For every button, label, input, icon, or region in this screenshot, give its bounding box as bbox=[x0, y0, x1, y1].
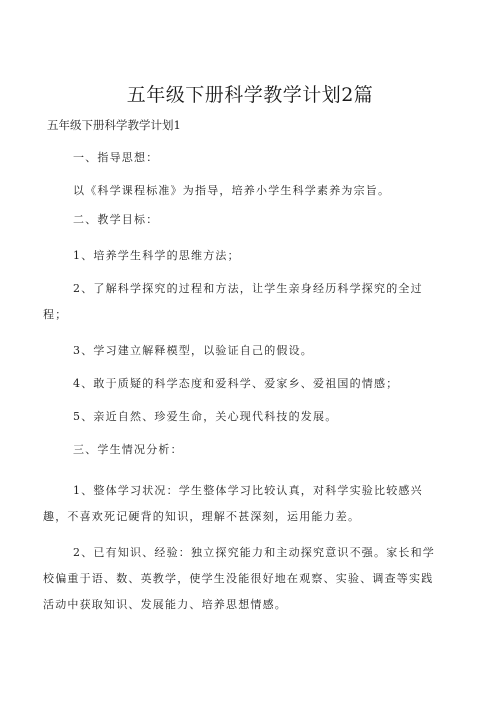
analysis-item-2: 2、已有知识、经验：独立探究能力和主动探究意识不强。家长和学 bbox=[73, 546, 435, 559]
heading-teaching-goals: 二、教学目标： bbox=[73, 213, 159, 226]
goal-item-5: 5、亲近自然、珍爱生命，关心现代科技的发展。 bbox=[73, 410, 338, 423]
heading-student-analysis: 三、学生情况分析： bbox=[73, 443, 183, 456]
analysis-item-1: 1、整体学习状况：学生整体学习比较认真，对科学实验比较感兴 bbox=[73, 484, 423, 497]
heading-guiding-ideology: 一、指导思想： bbox=[73, 151, 159, 164]
goal-item-2: 2、了解科学探究的过程和方法，让学生亲身经历科学探究的全过 bbox=[73, 282, 423, 295]
analysis-item-2-continued: 校偏重于语、数、英教学，使学生没能很好地在观察、实验、调查等实践 bbox=[43, 572, 434, 585]
goal-item-3: 3、学习建立解释模型，以验证自己的假设。 bbox=[73, 344, 313, 357]
goal-item-2-continued: 程； bbox=[43, 308, 68, 321]
paragraph-guiding-ideology: 以《科学课程标准》为指导，培养小学生科学素养为宗旨。 bbox=[73, 184, 391, 197]
document-title: 五年级下册科学教学计划2篇 bbox=[126, 84, 374, 106]
document-subtitle: 五年级下册科学教学计划1 bbox=[47, 118, 181, 132]
analysis-item-1-continued: 趣，不喜欢死记硬背的知识，理解不甚深刻，运用能力差。 bbox=[43, 510, 361, 523]
goal-item-1: 1、培养学生科学的思维方法； bbox=[73, 249, 240, 262]
analysis-item-2-continued-2: 活动中获取知识、发展能力、培养思想情感。 bbox=[43, 598, 287, 611]
goal-item-4: 4、敢于质疑的科学态度和爱科学、爱家乡、爱祖国的情感； bbox=[73, 377, 399, 390]
